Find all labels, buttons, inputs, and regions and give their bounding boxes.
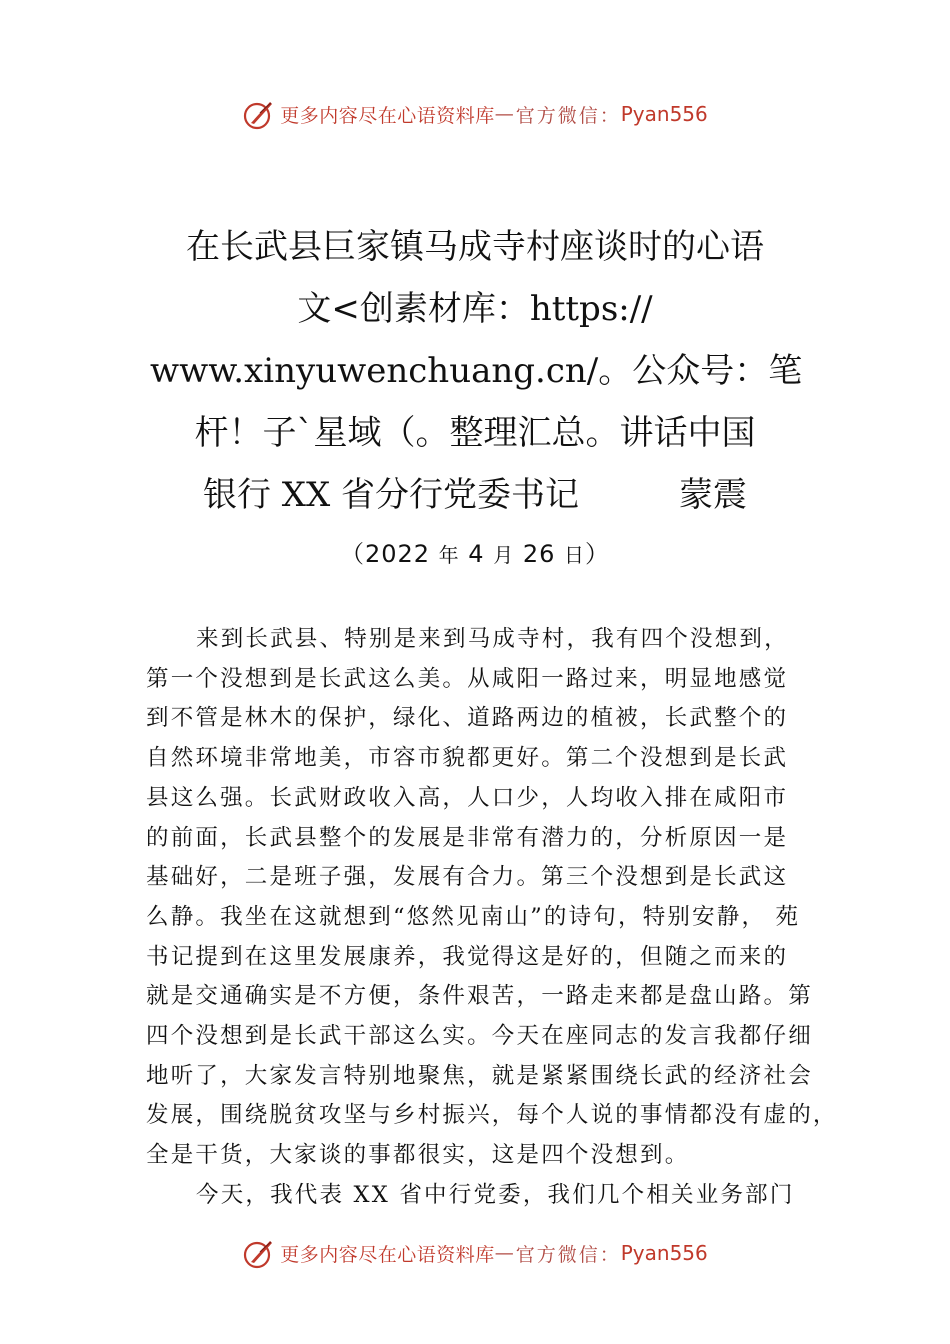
body-line: 第一个没想到是长武这么美。从咸阳一路过来，明显地感觉: [146, 665, 789, 692]
banner-wechat-id: Pyan556: [620, 102, 708, 126]
title-line: 在长武县巨家镇马成寺村座谈时的心语: [186, 227, 764, 267]
body-line: 地听了，大家发言特别地聚焦，就是紧紧围绕长武的经济社会: [146, 1062, 813, 1089]
footer-banner: [0, 1233, 950, 1273]
title-line: 文<创素材库：https://: [297, 289, 653, 329]
quill-logo-icon: [242, 97, 276, 131]
body-line: 基础好，二是班子强，发展有合力。第三个没想到是长武这: [146, 864, 789, 891]
body-line: 全是干货，大家谈的事都很实，这是四个没想到。: [146, 1142, 690, 1169]
title-line: 杆！子`星域（。整理汇总。讲话中国: [194, 413, 756, 453]
date-open-paren: （: [339, 540, 365, 568]
body-line: 来到长武县、特别是来到马成寺村，我有四个没想到，: [196, 626, 789, 652]
speech-date: [0, 534, 950, 569]
speaker-name: 蒙震: [679, 475, 748, 515]
banner-wechat-id: Pyan556: [620, 1241, 708, 1265]
body-line: 的前面，长武县整个的发展是非常有潜力的，分析原因一是: [146, 824, 789, 851]
body-line: 发展，围绕脱贫攻坚与乡村振兴，每个人说的事情都没有虚的，: [146, 1102, 838, 1129]
speaker-position: 银行 XX 省分行党委书记: [202, 475, 580, 515]
quill-logo-icon: [242, 1236, 276, 1270]
title-line-speaker: [150, 464, 800, 526]
body-line: 就是交通确实是不方便，条件艰苦，一路走来都是盘山路。第: [146, 983, 813, 1010]
date-day-unit: 日: [564, 543, 586, 567]
body-line: 么静。我坐在这就想到“悠然见南山”的诗句，特别安静， 苑: [146, 903, 801, 930]
date-year-unit: 年: [438, 543, 460, 567]
banner-wechat-label: 官方微信：: [515, 104, 621, 127]
banner-wechat-label: 官方微信：: [515, 1243, 621, 1266]
date-year: 2022: [364, 540, 431, 568]
body-line: 四个没想到是长武干部这么实。今天在座同志的发言我都仔细: [146, 1023, 813, 1050]
banner-text: 更多内容尽在心语资料库: [280, 1243, 495, 1266]
banner-text: 更多内容尽在心语资料库: [280, 104, 495, 127]
date-month: 4: [468, 540, 485, 568]
title-line: www.xinyuwenchuang.cn/。公众号：笔: [150, 351, 803, 391]
body-line: 今天，我代表 XX 省中行党委，我们几个相关业务部门: [196, 1181, 795, 1208]
banner-dash: —: [494, 103, 516, 125]
body-text: [146, 620, 836, 1216]
body-line: 书记提到在这里发展康养，我觉得这是好的，但随之而来的: [146, 943, 789, 970]
banner-dash: —: [494, 1242, 516, 1264]
body-line: 到不管是林木的保护，绿化、道路两边的植被，长武整个的: [146, 705, 789, 732]
header-banner: [0, 94, 950, 134]
date-month-unit: 月: [493, 543, 515, 567]
date-close-paren: ）: [585, 540, 611, 568]
date-day: 26: [522, 540, 556, 568]
body-line: 县这么强。长武财政收入高，人口少，人均收入排在咸阳市: [146, 784, 789, 811]
body-line: 自然环境非常地美，市容市貌都更好。第二个没想到是长武: [146, 745, 789, 772]
document-title: [150, 216, 803, 526]
